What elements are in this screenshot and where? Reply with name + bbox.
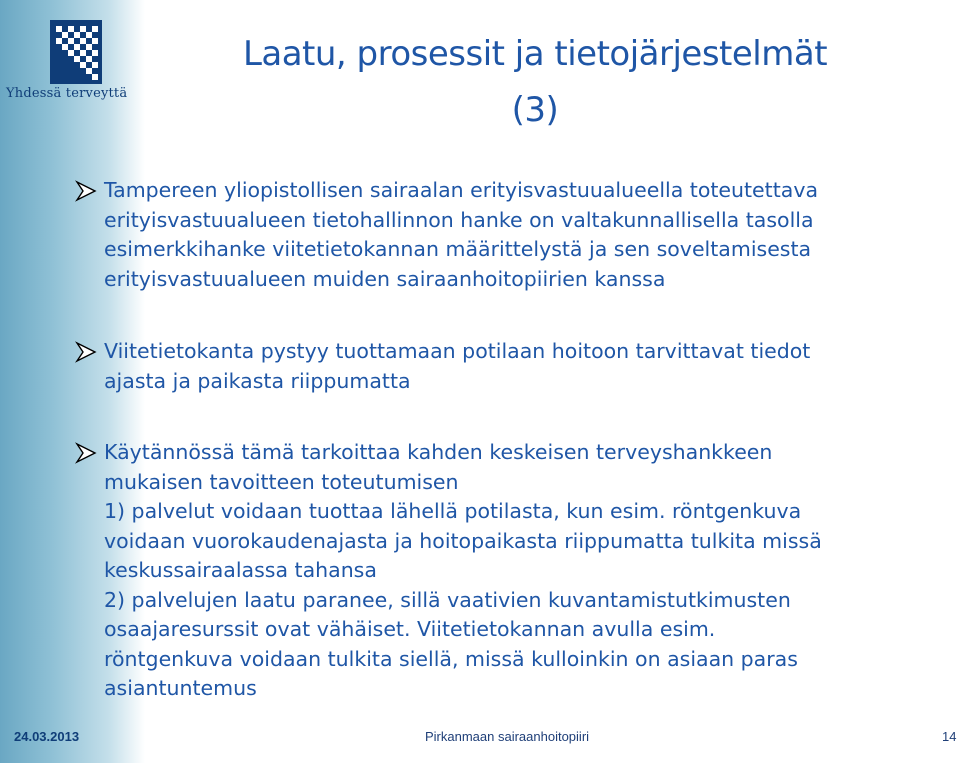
footer-organization: Pirkanmaan sairaanhoitopiiri <box>425 729 590 744</box>
slide-footer <box>0 726 960 748</box>
arrow-bullet-icon <box>75 442 99 464</box>
bullet-3-line-3: 1) palvelut voidaan tuottaa lähellä potilasta, kun esim. röntgenkuva <box>104 499 802 523</box>
bullet-3-line-4: voidaan vuorokaudenajasta ja hoitopaikasta riippumatta tulkita missä <box>104 528 822 553</box>
bullet-1-line-4: erityisvastuualueen muiden sairaanhoitopiirien kanssa <box>104 266 666 291</box>
bullet-1-line-2: erityisvastuualueen tietohallinnon hanke on valtakunnallisella tasolla <box>104 207 814 232</box>
bullet-3-line-2: mukaisen tavoitteen toteutumisen <box>104 469 459 494</box>
page-number: 14 <box>942 729 957 744</box>
bullet-list <box>70 176 950 704</box>
bullet-3-line-9: asiantuntemus <box>104 676 257 700</box>
bullet-item-1 <box>70 176 950 294</box>
yhdessa-terveytta-logo-icon <box>50 20 102 84</box>
bullet-3-line-6: 2) palvelujen laatu paranee, sillä vaativien kuvantamistutkimusten <box>104 587 791 612</box>
bullet-item-3 <box>70 438 950 704</box>
footer-date: 24.03.2013 <box>14 729 80 744</box>
title-line-2: (3) <box>511 90 559 130</box>
arrow-bullet-icon <box>75 341 99 363</box>
bullet-1-line-3: esimerkkihanke viitetietokannan määrittelystä ja sen soveltamisesta <box>104 237 812 261</box>
bullet-1-line-1: Tampereen yliopistollisen sairaalan erityisvastuualueella toteutettava <box>104 178 819 202</box>
bullet-2-line-2: ajasta ja paikasta riippumatta <box>104 368 411 393</box>
bullet-3-line-5: keskussairaalassa tahansa <box>104 558 377 582</box>
bullet-item-2 <box>70 337 950 396</box>
bullet-2-line-1: Viitetietokanta pystyy tuottamaan potilaan hoitoon tarvittavat tiedot <box>104 339 811 363</box>
bullet-3-line-1: Käytännössä tämä tarkoittaa kahden keskeisen terveyshankkeen <box>104 440 773 464</box>
title-line-1: Laatu, prosessit ja tietojärjestelmät <box>242 34 828 74</box>
brand-name: Yhdessä terveyttä <box>6 86 128 101</box>
bullet-3-line-7: osaajaresurssit ovat vähäiset. Viitetietokannan avulla esim. <box>104 617 716 641</box>
slide-title <box>150 26 920 138</box>
bullet-3-line-8: röntgenkuva voidaan tulkita siellä, missä kulloinkin on asiaan paras <box>104 646 798 671</box>
arrow-bullet-icon <box>75 180 99 202</box>
